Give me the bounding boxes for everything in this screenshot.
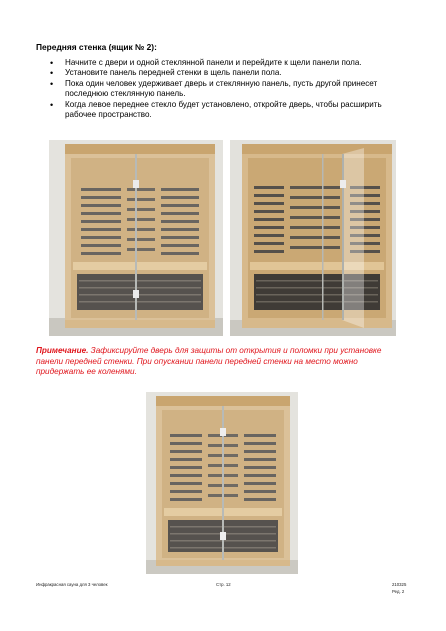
note-label: Примечание. (36, 346, 89, 355)
instruction-list (36, 58, 406, 120)
section-title: Передняя стенка (ящик № 2): (36, 42, 157, 52)
footer-doc-code: 210325 (392, 582, 407, 587)
footer-left: Инфракрасная сауна для 3 человек (36, 582, 108, 587)
installation-note (36, 346, 408, 378)
sauna-front-panel-installed-photo (146, 392, 298, 574)
instruction-step: • Когда левое переднее стекло будет установлено, откройте дверь, чтобы расширить рабочее пространство. (36, 100, 406, 121)
sauna-front-closed-photo (49, 140, 223, 336)
sauna-front-door-open-photo (230, 140, 396, 336)
footer-page-number: Стр. 12 (216, 582, 231, 587)
instruction-step: • Установите панель передней стенки в щель панели пола. (36, 68, 406, 78)
footer-revision: Ред. 2 (392, 589, 405, 594)
instruction-step: • Начните с двери и одной стеклянной панели и перейдите к щели панели пола. (36, 58, 406, 68)
instruction-step: • Пока один человек удерживает дверь и стеклянную панель, пусть другой принесет последнюю стеклянную панель. (36, 79, 406, 100)
note-text: Зафиксируйте дверь для защиты от открытия и поломки при установке панели передней стенки. При опускании панели передней стенки на место можно придержать ее коленями. (36, 346, 382, 377)
